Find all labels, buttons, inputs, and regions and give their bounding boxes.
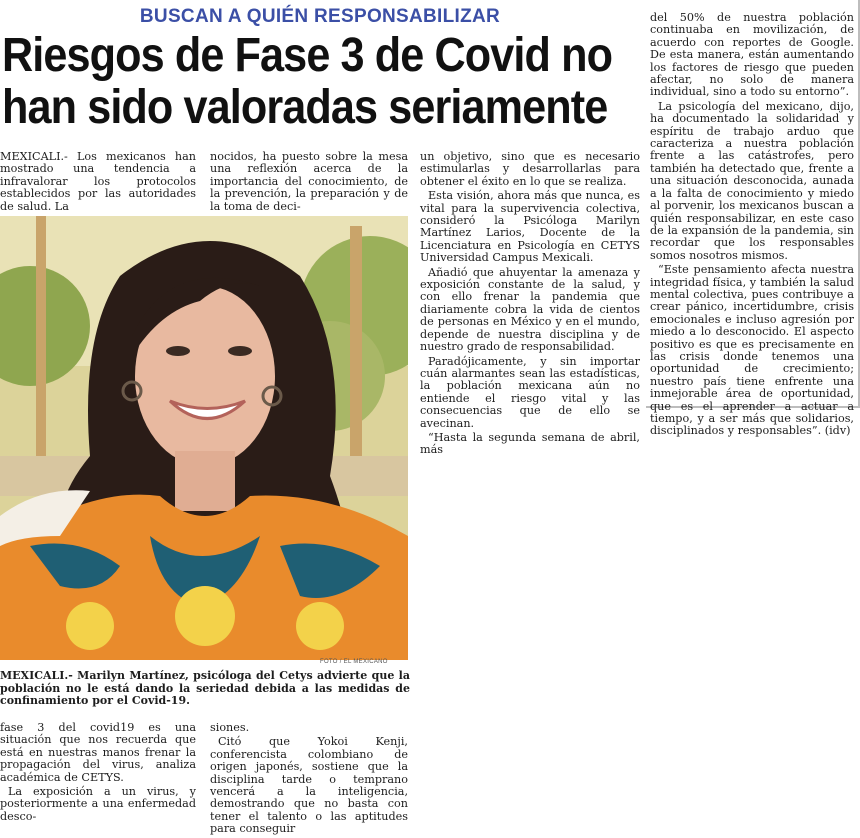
paragraph: del 50% de nuestra población continuaba en movilización, de acuerdo con reportes de Google. De esta manera, están aumentando los factores de riesgo que pueden afectar, no solo de manera individual, sino a todo su entorno”. bbox=[650, 11, 854, 99]
photo-caption: MEXICALI.- Marilyn Martínez, psicóloga del Cetys advierte que la población no le está dando la seriedad debida a las medidas de confinamiento por el Covid-19. bbox=[0, 669, 410, 707]
article-column-2 bbox=[210, 151, 408, 215]
photo-credit: FOTO / EL MEXICANO bbox=[320, 659, 388, 665]
paragraph: Esta visión, ahora más que nunca, es vital para la supervivencia colectiva, consideró la Psicóloga Marilyn Martínez Larios, Docente de la Licenciatura en Psicología en CETYS Universidad Campus Mexicali. bbox=[420, 189, 640, 265]
paragraph: Añadió que ahuyentar la amenaza y exposición constante de la salud, y con ello frenar la pandemia que diariamente cobra la vida de cientos de personas en México y en el mundo, depende de nuestra disciplina y de nuestro grado de responsabilidad. bbox=[420, 265, 640, 354]
article-column-3 bbox=[420, 151, 640, 459]
paragraph: nocidos, ha puesto sobre la mesa una reflexión acerca de la importancia del conocimiento, de la prevención, la preparación y de la toma de deci- bbox=[210, 150, 408, 213]
paragraph: Paradójicamente, y sin importar cuán alarmantes sean las estadísticas, la población mexicana aún no entiende el riesgo vital y las consecuencias que de ello se avecinan. bbox=[420, 354, 640, 430]
paragraph: “Hasta la segunda semana de abril, más bbox=[420, 430, 640, 457]
headline: Riesgos de Fase 3 de Covid no han sido valoradas seriamente bbox=[2, 29, 613, 134]
kicker: BUSCAN A QUIÉN RESPONSABILIZAR bbox=[139, 6, 501, 27]
paragraph: “Este pensamiento afecta nuestra integridad física, y también la salud mental colectiva, pues contribuye a crear pánico, incertidumbre, crisis emocionales e incluso agresión por miedo a lo desconocido. El aspecto positivo es que es precisamente en las crisis donde tenemos una oportunidad de crecimiento; nuestro país tiene enfrente una inmejorable área de oportunidad, que es el aprender a actuar a tiempo, y a ser más que solidarios, disciplinados y responsables”. (idv) bbox=[650, 263, 854, 438]
portrait-illustration bbox=[0, 216, 408, 660]
paragraph: fase 3 del covid19 es una situación que nos recuerda que está en nuestras manos frenar la propagación del virus, analiza académica de CETYS. bbox=[0, 721, 196, 784]
paragraph: La exposición a un virus, y posteriormente a una enfermedad desco- bbox=[0, 785, 196, 823]
article-column-4 bbox=[646, 0, 858, 438]
paragraph: Citó que Yokoi Kenji, conferencista colombiano de origen japonés, sostiene que la disciplina tarde o temprano vencerá a la inteligencia, demostrando que no basta con tener el talento o las aptitudes para conseguir bbox=[210, 735, 408, 836]
article-column-1 bbox=[0, 151, 196, 215]
article-bottom-column-2 bbox=[210, 722, 408, 838]
article-column-4-box bbox=[646, 0, 860, 438]
paragraph: un objetivo, sino que es necesario estimularlas y desarrollarlas para obtener el éxito en lo que se realiza. bbox=[420, 150, 640, 188]
paragraph: La psicología del mexicano, dijo, ha documentado la solidaridad y espíritu de trabajo arduo que caracteriza a nuestra población frente a las catástrofes, pero también ha detectado que, frente a una situación desconocida, aunada a la falta de conocimiento y miedo al porvenir, los mexicanos buscan a quién responsabilizar, en este caso de la expansión de la pandemia, sin recordar que los responsables somos nosotros mismos. bbox=[650, 99, 854, 262]
paragraph: siones. bbox=[210, 721, 250, 734]
paragraph: MEXICALI.- Los mexicanos han mostrado una tendencia a infravalorar los protocolos establecidos por las autoridades de salud. La bbox=[0, 150, 196, 213]
portrait-photo bbox=[0, 216, 408, 660]
